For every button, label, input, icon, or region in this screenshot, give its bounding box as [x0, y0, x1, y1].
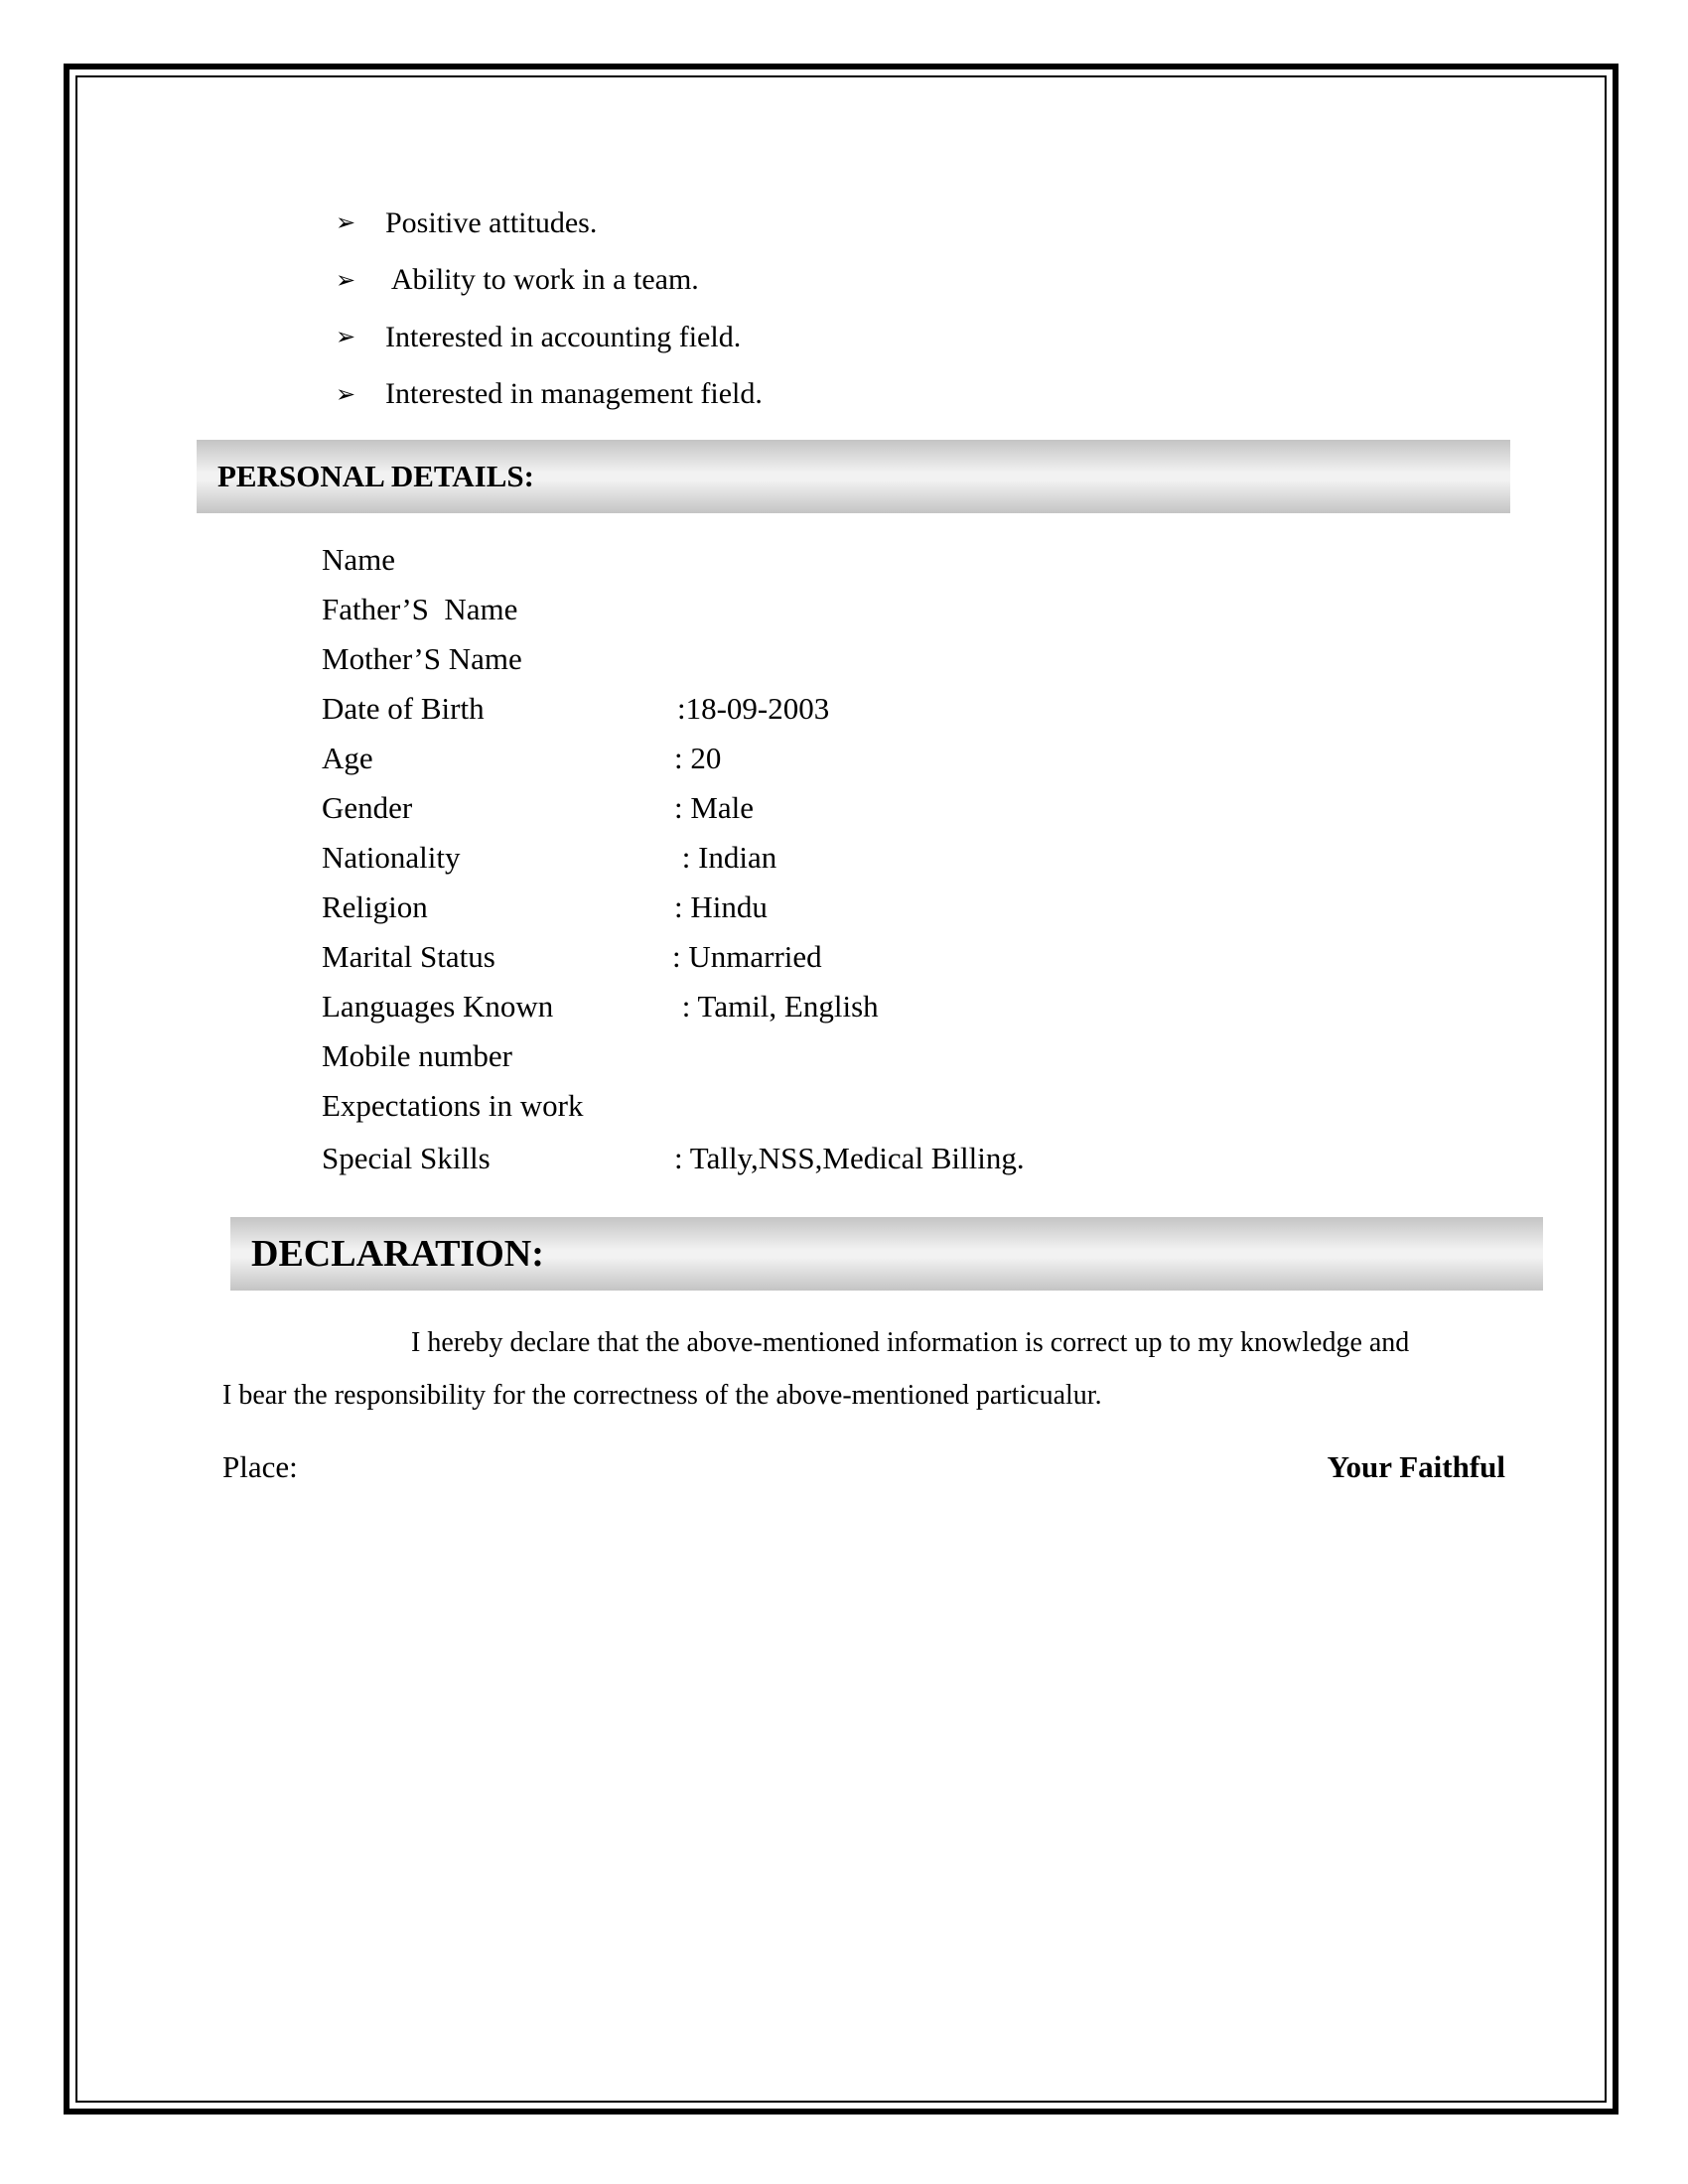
detail-label: Gender	[322, 790, 413, 825]
list-item: ➢ Positive attitudes.	[336, 205, 598, 239]
detail-value: : Tamil, English	[674, 989, 879, 1024]
detail-row-special-skills	[322, 1131, 1025, 1186]
arrow-bullet-icon: ➢	[336, 210, 356, 237]
detail-row-age	[322, 734, 1025, 783]
detail-label: Special Skills	[322, 1141, 491, 1175]
detail-value: : Tally,NSS,Medical Billing.	[674, 1141, 1025, 1175]
detail-label: Name	[322, 542, 396, 577]
detail-row-nationality	[322, 833, 1025, 883]
place-label: Place:	[222, 1449, 298, 1484]
personal-details-heading: PERSONAL DETAILS:	[197, 440, 1510, 513]
qualities-list	[336, 195, 763, 423]
detail-label: Mobile number	[322, 1038, 512, 1073]
detail-row-mobile	[322, 1031, 1025, 1081]
detail-row-expectations	[322, 1081, 1025, 1131]
declaration-heading: DECLARATION:	[230, 1217, 1543, 1291]
list-item: ➢ Ability to work in a team.	[336, 263, 699, 297]
declaration-text-line-2: I bear the responsibility for the correctness of the above-mentioned particualur.	[222, 1380, 1102, 1411]
signoff: Your Faithful	[1327, 1449, 1505, 1484]
detail-row-name	[322, 535, 1025, 585]
declaration-text-line-1: I hereby declare that the above-mentioned information is correct up to my knowledge and	[411, 1327, 1410, 1358]
detail-label: Nationality	[322, 840, 461, 875]
personal-details-table	[322, 535, 1025, 1186]
detail-label: Marital Status	[322, 939, 495, 974]
detail-label: Father’S Name	[322, 592, 518, 626]
detail-value: : Indian	[674, 840, 777, 875]
detail-label: Mother’S Name	[322, 641, 522, 676]
arrow-bullet-icon: ➢	[336, 381, 356, 408]
detail-row-marital-status	[322, 932, 1025, 982]
detail-row-mother-name	[322, 634, 1025, 684]
arrow-bullet-icon: ➢	[336, 325, 356, 351]
detail-row-religion	[322, 883, 1025, 932]
detail-value: : Unmarried	[672, 939, 822, 974]
detail-row-father-name	[322, 585, 1025, 634]
detail-label: Age	[322, 741, 373, 775]
detail-label: Date of Birth	[322, 691, 485, 726]
detail-label: Languages Known	[322, 989, 554, 1024]
arrow-bullet-icon: ➢	[336, 267, 356, 294]
detail-value: : Hindu	[674, 889, 768, 924]
detail-row-dob	[322, 684, 1025, 734]
detail-value: :18-09-2003	[677, 691, 830, 726]
detail-label: Religion	[322, 889, 428, 924]
list-item: ➢ Interested in accounting field.	[336, 320, 742, 353]
detail-value: : Male	[674, 790, 755, 825]
detail-value: : 20	[674, 741, 722, 775]
detail-row-languages	[322, 982, 1025, 1031]
detail-row-gender	[322, 783, 1025, 833]
detail-label: Expectations in work	[322, 1088, 584, 1123]
list-item: ➢ Interested in management field.	[336, 377, 763, 411]
